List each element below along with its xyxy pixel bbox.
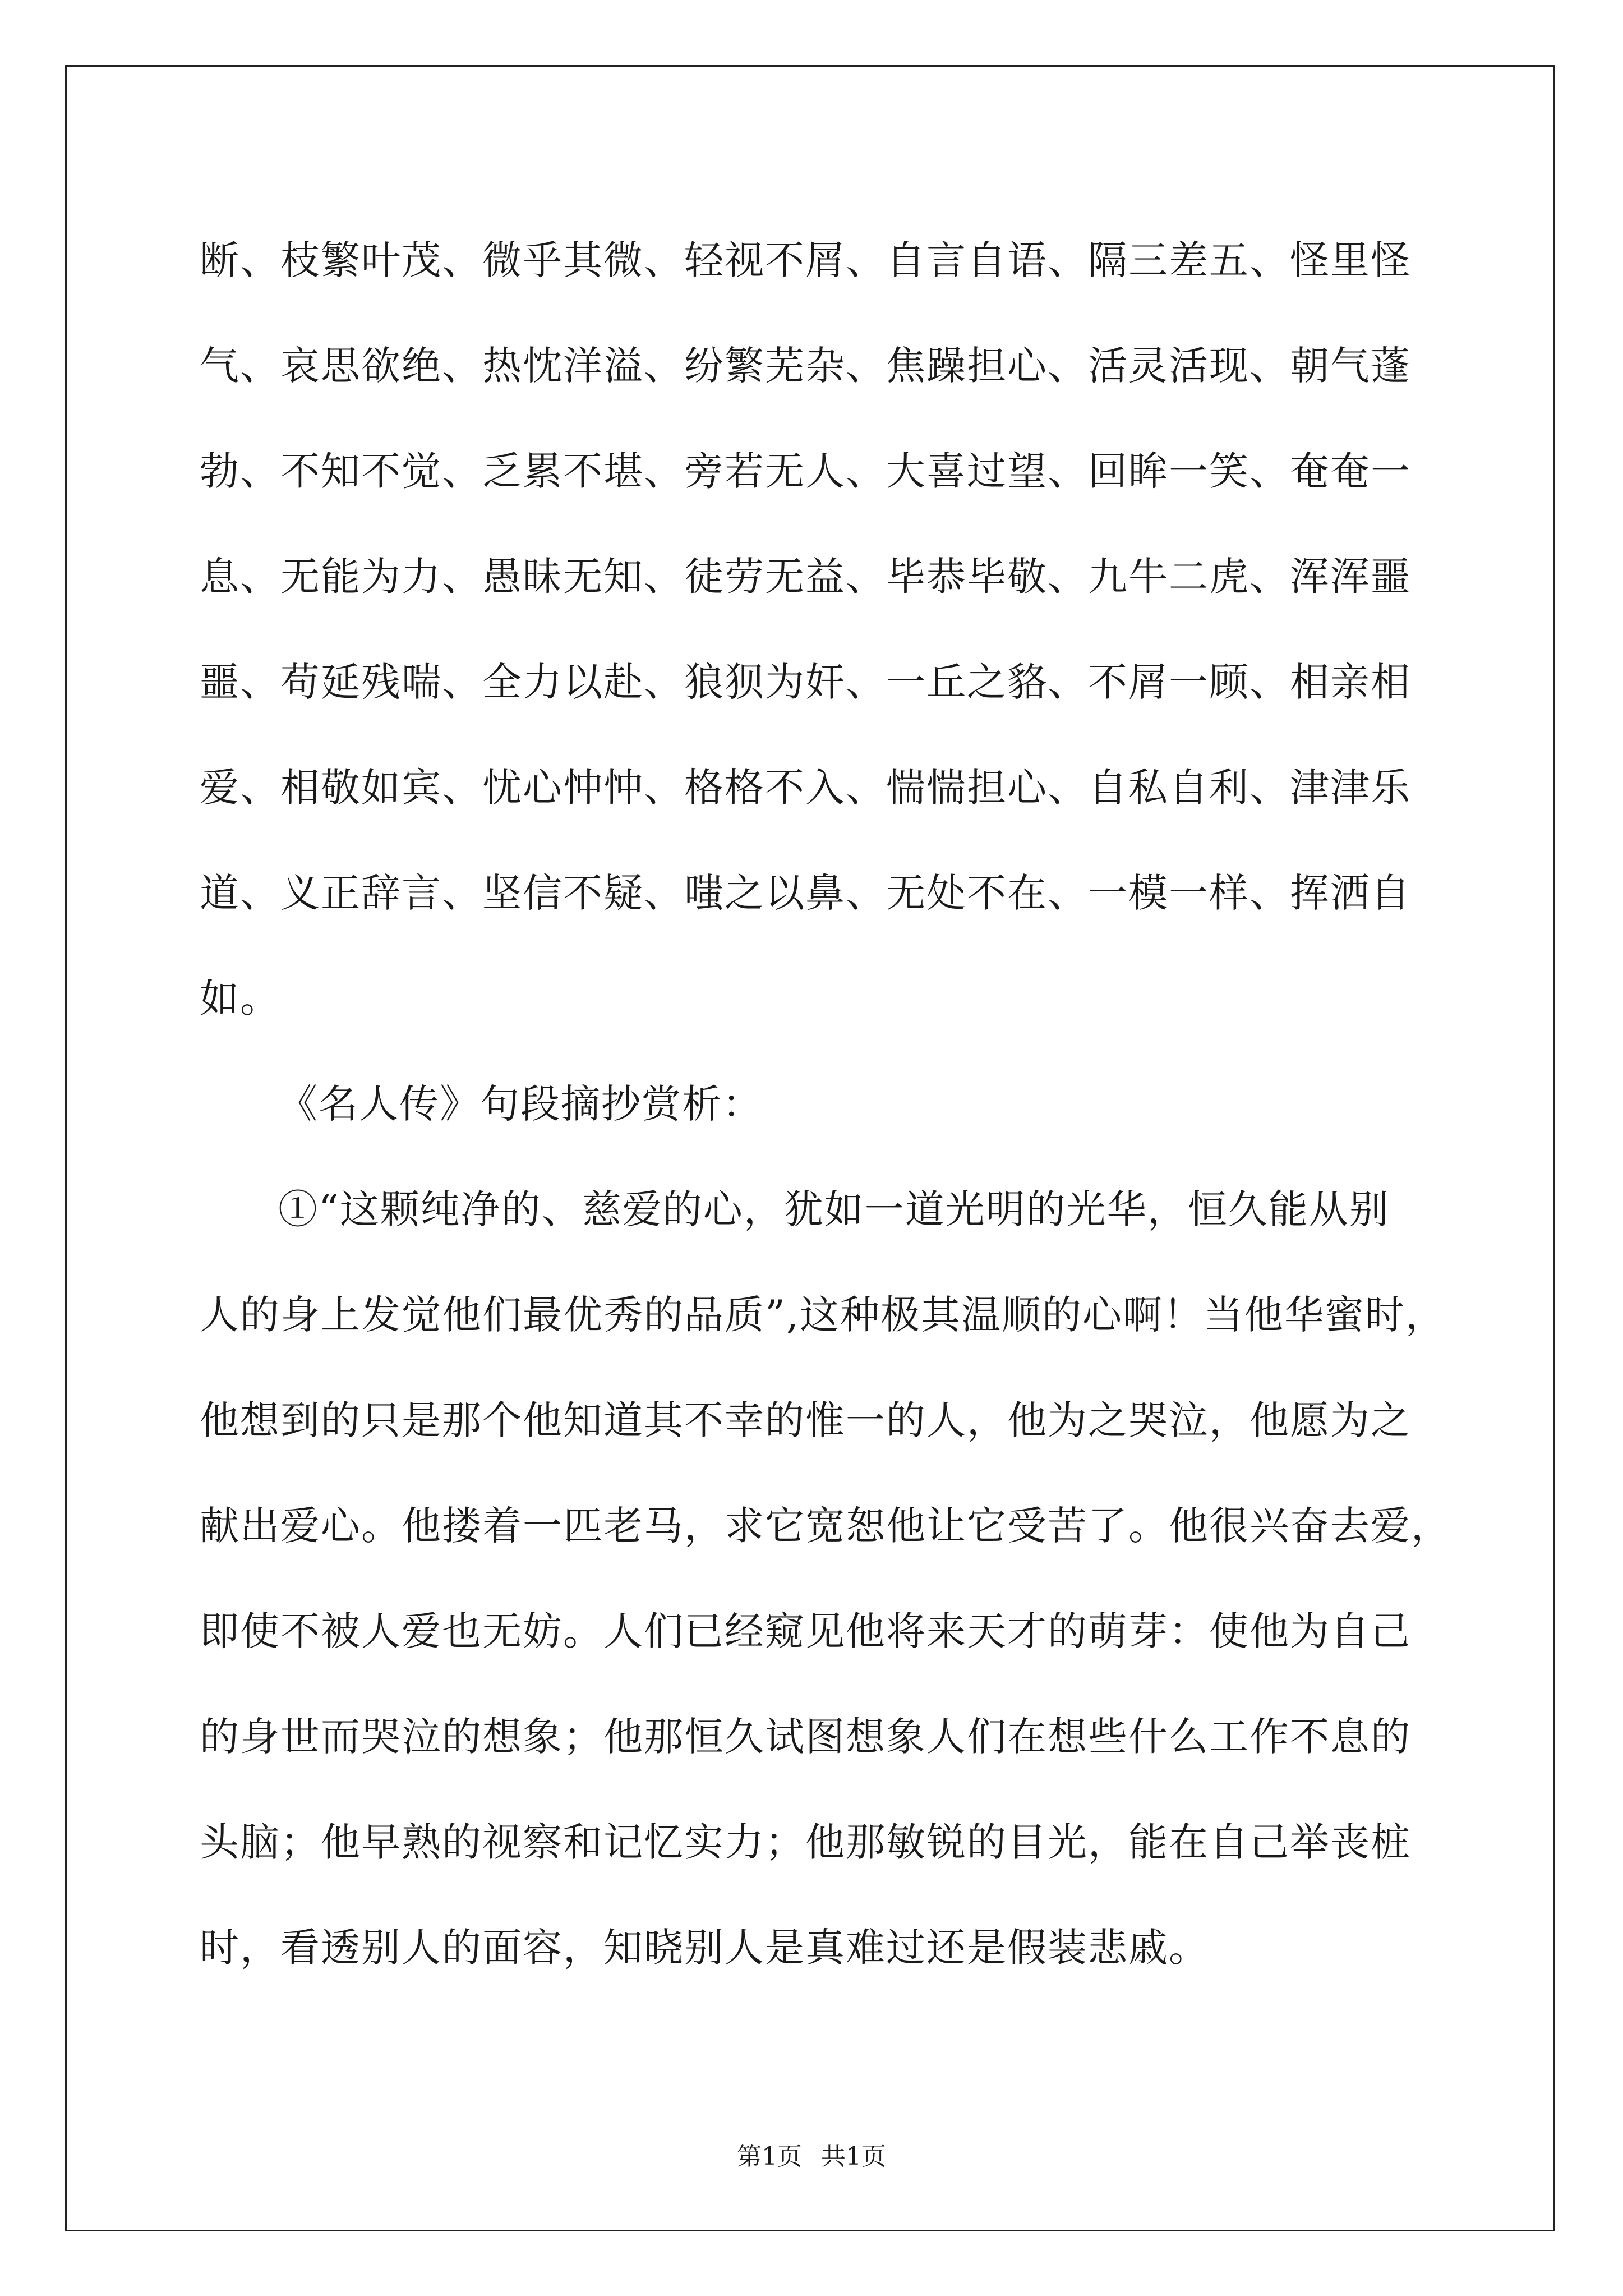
- excerpt-line: 头脑；他早熟的视察和记忆实力；他那敏锐的目光，能在自己举丧桩: [200, 1819, 1411, 1865]
- text-line: 噩、苟延残喘、全力以赴、狼狈为奸、一丘之貉、不屑一顾、相亲相: [200, 659, 1411, 705]
- excerpt-line: ①“这颗纯净的、慈爱的心，犹如一道光明的光华，恒久能从别: [278, 1186, 1390, 1232]
- text-line: 道、义正辞言、坚信不疑、嗤之以鼻、无处不在、一模一样、挥洒自: [200, 870, 1411, 916]
- excerpt-line: 即使不被人爱也无妨。人们已经窥见他将来天才的萌芽：使他为自己: [200, 1608, 1411, 1654]
- text-line: 息、无能为力、愚昧无知、徒劳无益、毕恭毕敬、九牛二虎、浑浑噩: [200, 554, 1411, 600]
- page-footer: [0, 2140, 1623, 2174]
- excerpt-line: 他想到的只是那个他知道其不幸的惟一的人，他为之哭泣，他愿为之: [200, 1397, 1411, 1443]
- page-total: 共1页: [821, 2142, 886, 2171]
- excerpt-line: 人的身上发觉他们最优秀的品质”,这种极其温顺的心啊！当他华蜜时，: [200, 1292, 1446, 1338]
- text-line: 断、枝繁叶茂、微乎其微、轻视不屑、自言自语、隔三差五、怪里怪: [200, 237, 1411, 283]
- section-heading: 《名人传》句段摘抄赏析：: [278, 1081, 763, 1127]
- excerpt-line: 献出爱心。他搂着一匹老马，求它宽恕他让它受苦了。他很兴奋去爱，: [200, 1503, 1451, 1549]
- page-number: 第1页: [737, 2142, 802, 2171]
- text-line: 勃、不知不觉、乏累不堪、旁若无人、大喜过望、回眸一笑、奄奄一: [200, 448, 1411, 494]
- text-line: 气、哀思欲绝、热忱洋溢、纷繁芜杂、焦躁担心、活灵活现、朝气蓬: [200, 343, 1411, 389]
- excerpt-line: 时，看透别人的面容，知晓别人是真难过还是假装悲戚。: [200, 1925, 1209, 1971]
- excerpt-line: 的身世而哭泣的想象；他那恒久试图想象人们在想些什么工作不息的: [200, 1714, 1411, 1760]
- document-body: [200, 208, 1456, 2000]
- text-line: 如。: [200, 976, 280, 1022]
- text-line: 爱、相敬如宾、忧心忡忡、格格不入、惴惴担心、自私自利、津津乐: [200, 765, 1411, 811]
